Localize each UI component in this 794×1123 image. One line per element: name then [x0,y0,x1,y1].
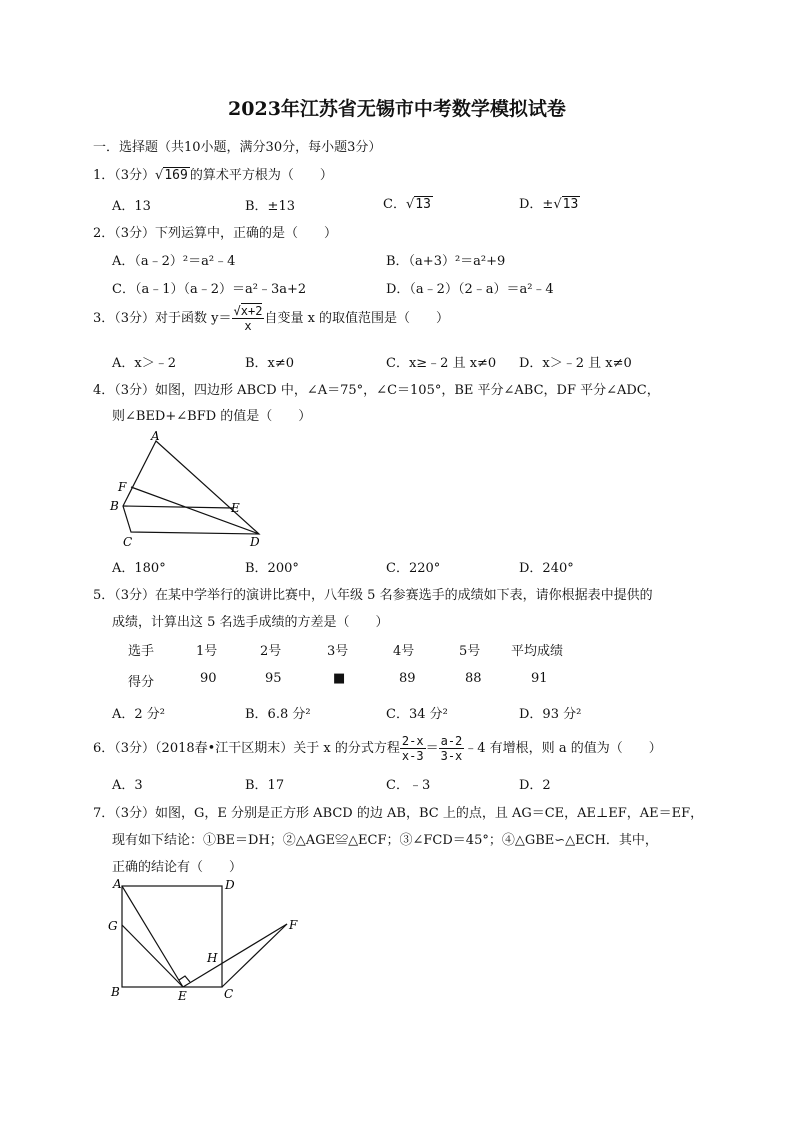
q1-stem [93,164,333,183]
q7-label-d: D [225,878,235,892]
q7-label-f: F [289,918,298,932]
q3-fraction: $\frac{√x+2}{x}$ [233,304,263,333]
q4-stem-line2: 则∠BED+∠BFD 的值是（ ） [112,409,312,424]
q5-th-1: 1号 [196,644,218,659]
q7-stem-line1: 7．（3分）如图，G，E 分别是正方形 ABCD 的边 AB，BC 上的点，且 AG＝CE，AE⊥EF，AE＝EF， [93,806,704,821]
q5-option-d: D．93 分² [519,707,582,722]
q3-option-b: B．x≠0 [245,356,295,371]
q6-fraction-1-num: 2-x [401,734,424,748]
q7-label-e: E [178,989,187,1003]
q3-stem [93,304,449,333]
q7-label-b: B [111,985,120,999]
q1-option-b: B．±13 [245,199,295,214]
q7-label-g: G [108,919,118,933]
q5-th-0: 选手 [128,644,155,659]
q5-td-0: 得分 [128,675,155,690]
q5-th-6: 平均成绩 [511,644,564,659]
q5-stem-line1: 5．（3分）在某中学举行的演讲比赛中，八年级 5 名参赛选手的成绩如下表，请你根据表中提供的 [93,588,653,603]
q7-label-h: H [207,951,218,965]
section-heading: 一．选择题（共10小题，满分30分，每小题3分） [93,140,382,155]
q1-option-d: D．±√13 [519,197,579,212]
q6-stem [93,734,662,763]
q7-stem-line3: 正确的结论有（ ） [112,860,243,875]
q4-label-f: F [118,480,127,494]
q1-sqrt: √169 [155,168,188,183]
q5-score-table [128,640,588,700]
q7-line-ef [183,924,287,987]
q1-option-c-label: C． [383,197,406,212]
q4-quadrilateral [123,441,259,534]
q3-option-d: D．x＞﹣2 且 x≠0 [519,356,632,371]
page-title: 2023年江苏省无锡市中考数学模拟试卷 [228,98,566,120]
q5-td-4: 89 [399,671,416,686]
q5-option-a: A．2 分² [112,707,166,722]
q1-option-d-radicand: 13 [562,197,579,212]
q5-td-3: ■ [333,671,346,686]
q1-option-c-radicand: 13 [415,197,431,212]
q3-option-a: A．x＞﹣2 [112,356,176,371]
q7-stem-line2: 现有如下结论：①BE＝DH；②△AGE≌△ECF；③∠FCD＝45°；④△GBE∽△ECH．其中， [112,833,658,848]
q6-option-a: A．3 [112,778,143,793]
q5-th-5: 5号 [459,644,481,659]
q4-option-b: B．200° [245,561,299,576]
q4-line-be [123,506,233,508]
q6-fraction-2-den: 3-x [440,749,463,763]
q1-radicand: 169 [164,168,188,183]
q7-label-a: A [113,877,122,891]
q4-label-c: C [123,535,133,549]
q5-th-3: 3号 [327,644,349,659]
q1-option-d-label: D．± [519,197,554,212]
q6-option-c: C．﹣3 [386,778,431,793]
q5-th-2: 2号 [260,644,282,659]
q5-stem-line2: 成绩，计算出这 5 名选手成绩的方差是（ ） [112,615,389,630]
q3-denominator: x [244,319,252,333]
q1-suffix: 的算术平方根为（ ） [189,168,333,183]
q1-prefix: 1．（3分） [93,168,156,183]
q5-td-2: 95 [265,671,282,686]
q7-line-ge [122,925,183,987]
q4-figure [105,428,275,550]
q6-fraction-2 [439,734,465,763]
q7-line-fc [222,924,287,987]
q6-option-d: D．2 [519,778,551,793]
q4-option-a: A．180° [112,561,166,576]
q1-option-c: C．√13 [383,197,431,212]
q4-label-b: B [110,499,119,513]
q6-fraction-1-den: x-3 [401,749,424,763]
q2-option-b: B．（a+3）²＝a²+9 [386,254,506,269]
q3-suffix: 自变量 x 的取值范围是（ ） [264,311,450,326]
q6-option-b: B．17 [245,778,285,793]
q5-option-b: B．6.8 分² [245,707,311,722]
q7-figure [105,874,305,1004]
q6-equals: ＝ [425,741,439,756]
q7-line-ae [122,886,183,987]
q1-option-a: A．13 [112,199,151,214]
q4-option-c: C．220° [386,561,441,576]
q4-option-d: D．240° [519,561,574,576]
q4-label-a: A [151,429,160,443]
q2-option-a: A．（a﹣2）²＝a²﹣4 [112,254,236,269]
q4-stem-line1: 4．（3分）如图，四边形 ABCD 中，∠A＝75°，∠C＝105°，BE 平分∠ABC，DF 平分∠ADC， [93,383,660,398]
q5-td-5: 88 [465,671,482,686]
q7-label-c: C [224,987,234,1001]
q6-fraction-1 [400,734,426,763]
q4-label-d: D [250,535,260,549]
q2-option-d: D．（a﹣2）（2﹣a）＝a²﹣4 [386,282,554,297]
q3-prefix: 3．（3分）对于函数 y＝ [93,311,232,326]
q6-fraction-2-num: a-2 [440,734,463,748]
q3-option-c: C．x≥﹣2 且 x≠0 [386,356,497,371]
q6-prefix: 6．（3分）（2018春•江干区期末）关于 x 的分式方程 [93,741,400,756]
q2-stem: 2．（3分）下列运算中，正确的是（ ） [93,226,338,241]
q5-th-4: 4号 [393,644,415,659]
q5-td-6: 91 [531,671,548,686]
q4-line-df [131,487,259,534]
q4-label-e: E [231,501,240,515]
q3-numerator: x+2 [240,304,263,318]
q7-right-angle-mark [179,976,190,982]
q5-td-1: 90 [200,671,217,686]
q2-option-c: C．（a﹣1）（a﹣2）＝a²﹣3a+2 [112,282,307,297]
q5-option-c: C．34 分² [386,707,448,722]
q6-suffix: ﹣4 有增根，则 a 的值为（ ） [464,741,662,756]
